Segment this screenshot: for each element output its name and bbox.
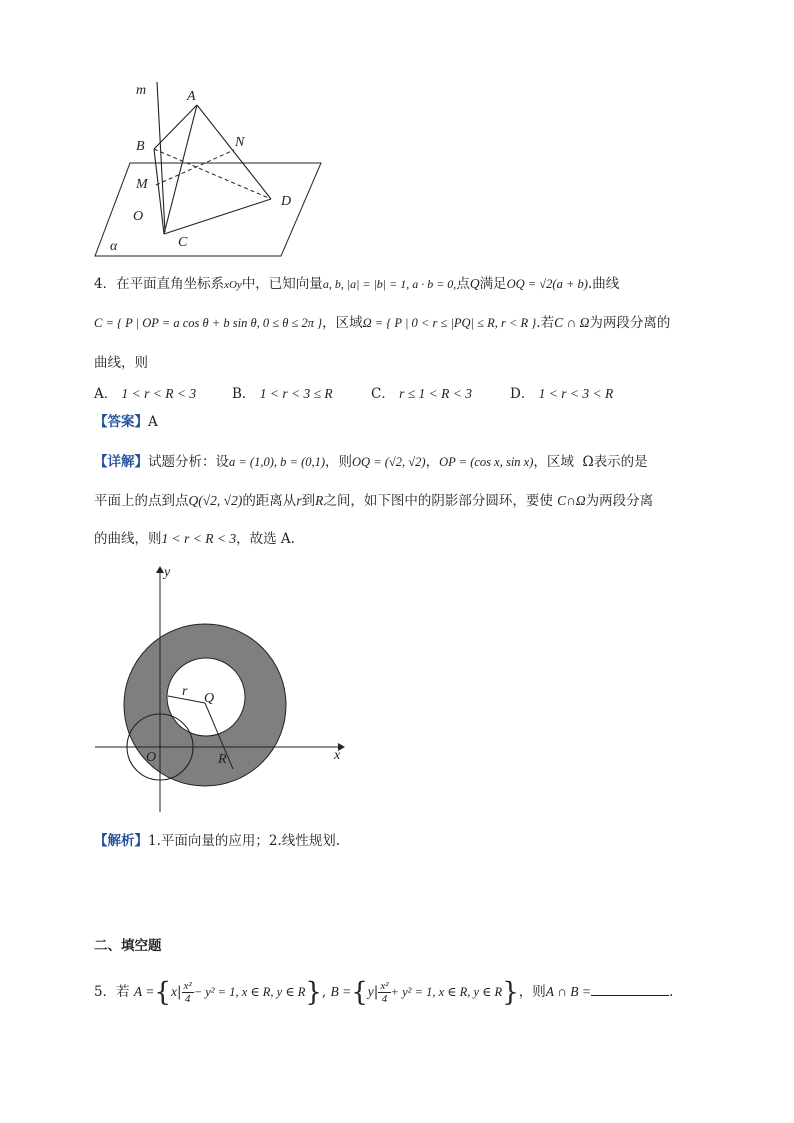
label-D: D <box>281 194 292 209</box>
q4-line1: 4．在平面直角坐标系xOy中，已知向量a, b, |a| = |b| = 1, a · b = 0,点Q满足OQ = √2(a + b).曲线 <box>94 276 620 292</box>
edge-BD-dashed <box>154 149 271 199</box>
section-title-fill-blank: 二、填空题 <box>94 938 162 954</box>
detail-line2: 平面上的点到点Q(√2, √2)的距离从r到R之间，如下图中的阴影部分圆环，要使 C∩Ω为两段分离 <box>94 493 654 509</box>
label-N: N <box>235 135 245 150</box>
edge-CD <box>164 199 271 234</box>
label-A: A <box>187 89 196 104</box>
detail-line3: 的曲线，则1 < r < R < 3，故选 A. <box>94 531 295 547</box>
label-C: C <box>178 235 188 250</box>
edge-AC <box>164 105 197 234</box>
answer-value: A <box>148 414 158 430</box>
q4-number: 4． <box>94 276 117 292</box>
label-Q: Q <box>204 691 215 706</box>
q4-line3: 曲线，则 <box>94 355 148 371</box>
label-R: R <box>218 752 227 767</box>
detail-line1: 【详解】试题分析：设a = (1,0), b = (0,1)，则OQ = (√2, √2)，OP = (cos x, sin x)，区域 Ω表示的是 <box>94 454 648 470</box>
label-O: O <box>133 209 144 224</box>
q4-option-d[interactable]: D． 1 < r < 3 < R <box>510 386 614 402</box>
plane-alpha <box>95 163 321 256</box>
detail-tag: 【详解】 <box>94 454 148 470</box>
label-x: x <box>334 748 341 763</box>
label-B: B <box>136 139 145 154</box>
tetrahedron-figure <box>90 80 330 260</box>
analysis-line <box>94 831 340 851</box>
q4-line2: C = { P | OP = a cos θ + b sin θ, 0 ≤ θ ≤ 2π }，区域Ω = { P | 0 < r ≤ |PQ| ≤ R, r < R }.若C ∩ Ω为两段分离的 <box>94 315 671 331</box>
q4-option-b[interactable]: B． 1 < r < 3 ≤ R <box>232 386 333 402</box>
q4-option-a[interactable]: A． 1 < r < R < 3 <box>94 386 197 402</box>
q5-number: 5． <box>94 984 117 1000</box>
label-y: y <box>164 565 171 580</box>
answer-tag: 【答案】 <box>94 414 148 430</box>
analysis-text: 1.平面向量的应用；2.线性规划. <box>148 833 341 849</box>
answer-line <box>94 412 158 432</box>
label-r: r <box>182 684 188 699</box>
edge-BA <box>154 105 197 149</box>
label-m: m <box>136 83 147 98</box>
q5-line: 5．若 A ={x| $\frac{\text{x²}}{4}$ − y² = 1, x ∈ R, y ∈ R}, B ={y| $\frac{\text{x²}}{4}$ + y² = 1, x ∈ R, y ∈ R}，则A ∩ B = . <box>94 977 674 1008</box>
annulus-figure <box>90 563 350 818</box>
label-alpha: α <box>110 239 118 254</box>
edge-AD <box>197 105 271 199</box>
q4-option-c[interactable]: C． r ≤ 1 < R < 3 <box>371 386 473 402</box>
analysis-tag: 【解析】 <box>94 833 148 849</box>
q5-answer-blank[interactable] <box>591 983 669 996</box>
label-M: M <box>136 177 148 192</box>
label-O: O <box>146 750 157 765</box>
